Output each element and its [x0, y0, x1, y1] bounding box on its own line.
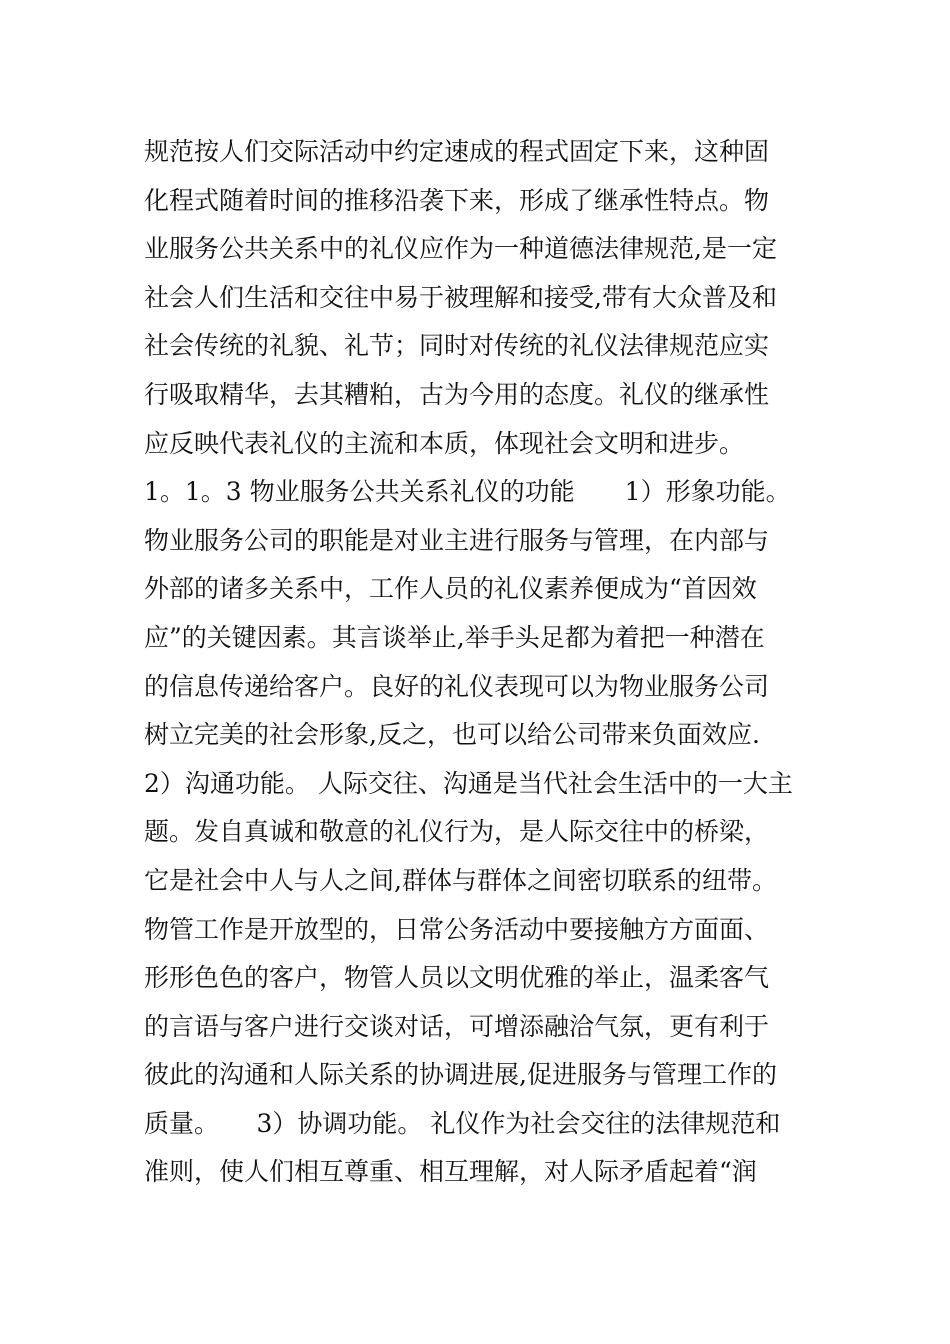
text-line: 物管工作是开放型的，日常公务活动中要接触方方面面、 [144, 914, 770, 944]
text-line: 社会人们生活和交往中易于被理解和接受,带有大众普及和 [144, 282, 777, 312]
text-line: 物业服务公司的职能是对业主进行服务与管理，在内部与 [144, 525, 770, 555]
text-line: 社会传统的礼貌、礼节；同时对传统的礼仪法律规范应实 [144, 331, 770, 361]
text-line: 树立完美的社会形象,反之，也可以给公司带来负面效应. [144, 720, 760, 750]
text-line: 它是社会中人与人之间,群体与群体之间密切联系的纽带。 [144, 865, 777, 895]
text-line: 行吸取精华，去其糟粕，古为今用的态度。礼仪的继承性 [144, 379, 770, 409]
text-line: 应”的关键因素。其言谈举止,举手头足都为着把一种潜在 [144, 622, 765, 652]
text-line: 准则，使人们相互尊重、相互理解，对人际矛盾起着“润 [144, 1157, 757, 1187]
text-line: 的信息传递给客户。良好的礼仪表现可以为物业服务公司 [144, 671, 770, 701]
text-line: 业服务公共关系中的礼仪应作为一种道德法律规范,是一定 [144, 234, 777, 264]
text-line: 应反映代表礼仪的主流和本质，体现社会文明和进步。 [144, 428, 745, 458]
text-line: 规范按人们交际活动中约定速成的程式固定下来，这种固 [144, 137, 770, 166]
body-text [144, 128, 824, 1197]
text-line: 2）沟通功能。 人际交往、沟通是当代社会生活中的一大主 [144, 768, 793, 798]
text-line: 彼此的沟通和人际关系的协调进展,促进服务与管理工作的 [144, 1060, 777, 1090]
text-line: 题。发自真诚和敬意的礼仪行为，是人际交往中的桥梁， [144, 817, 770, 847]
text-line: 的言语与客户进行交谈对话，可增添融洽气氛，更有利于 [144, 1011, 770, 1041]
text-line: 外部的诸多关系中，工作人员的礼仪素养便成为“首因效 [144, 574, 757, 604]
text-line: 质量。 3）协调功能。 礼仪作为社会交往的法律规范和 [144, 1108, 781, 1138]
text-line: 化程式随着时间的推移沿袭下来，形成了继承性特点。物 [144, 185, 770, 215]
section-heading-line: 1。1。3 物业服务公共关系礼仪的功能 1）形象功能。 [144, 477, 791, 507]
text-line: 形形色色的客户，物管人员以文明优雅的举止，温柔客气 [144, 963, 770, 993]
